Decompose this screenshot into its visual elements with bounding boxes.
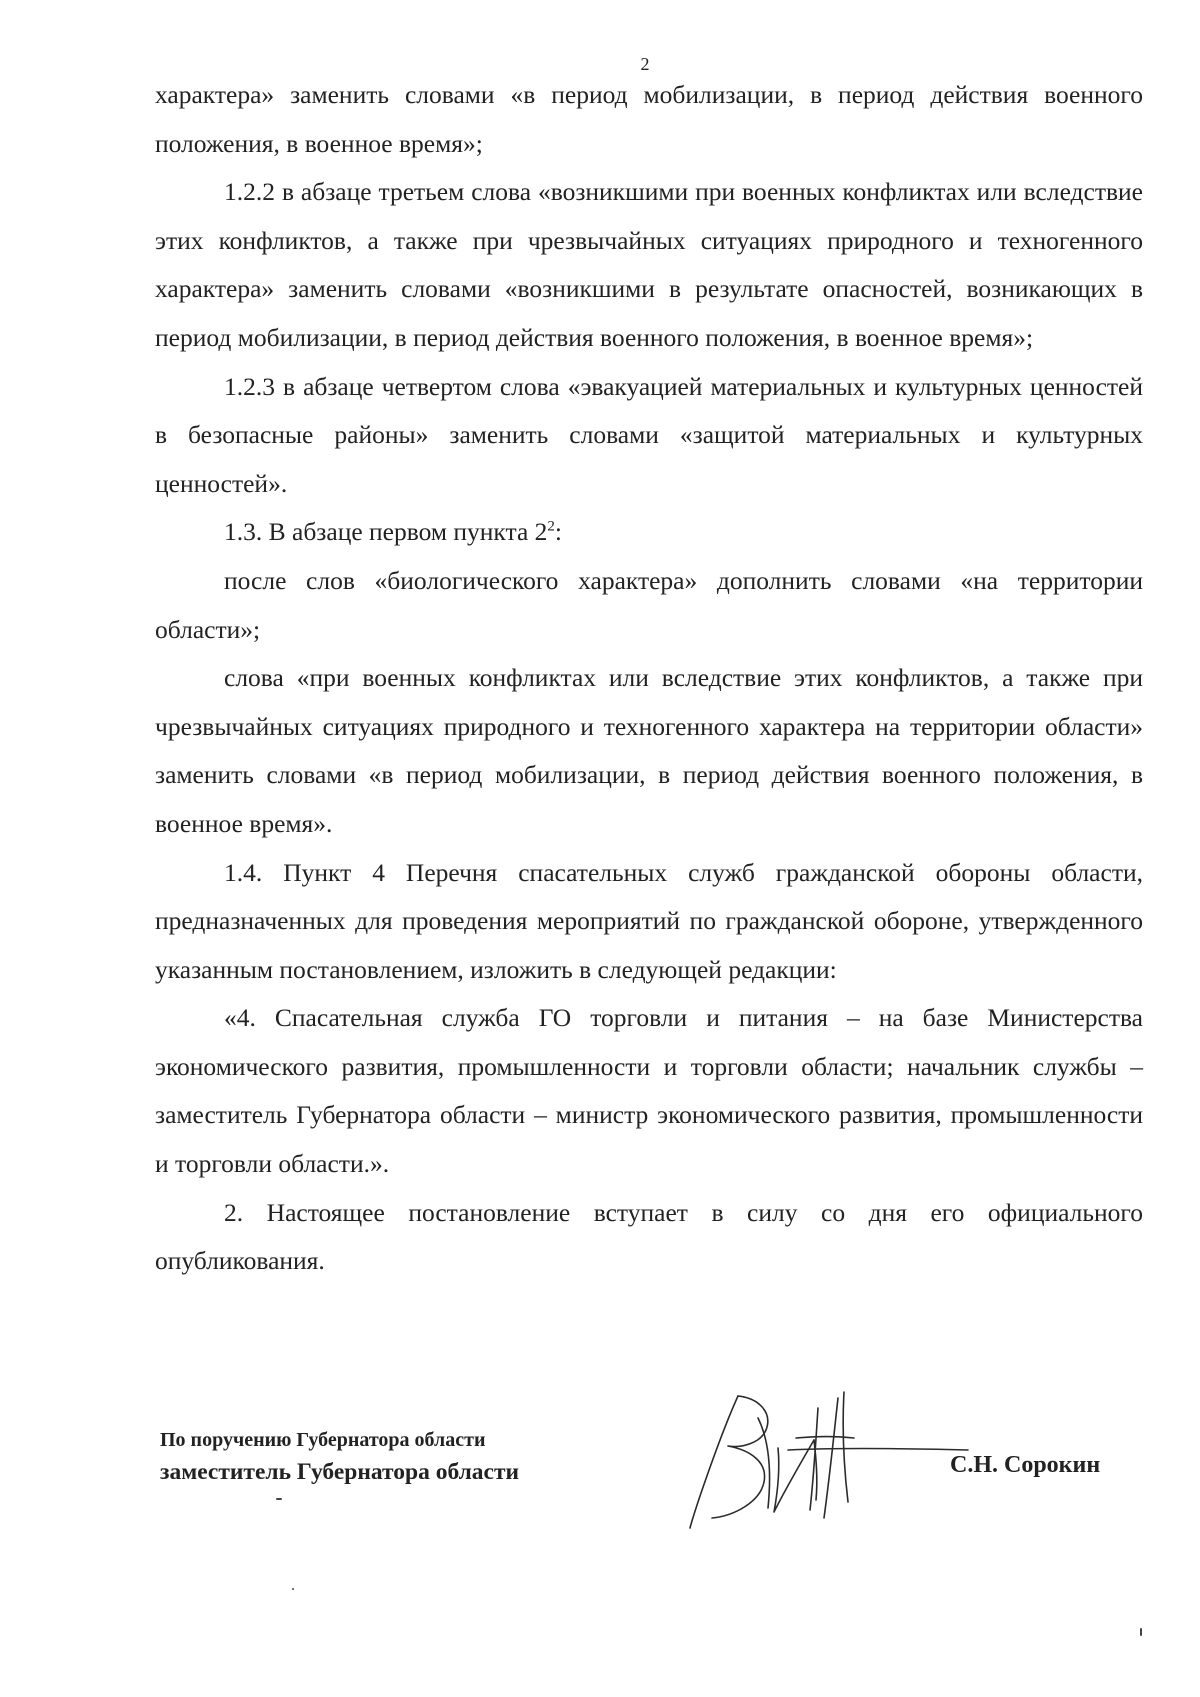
page-number: 2 bbox=[640, 54, 650, 74]
paragraph-1-3-suffix: : bbox=[554, 517, 562, 547]
document-body bbox=[155, 71, 1143, 1286]
paragraph-2: 2. Настоящее постановление вступает в силу со дня его официального опубликования. bbox=[155, 1197, 1143, 1276]
paragraph-1-4: 1.4. Пункт 4 Перечня спасательных служб гражданской обороны области, предназначенных для проведения мероприятий по гражданской обороне, утвержденного указанным постановлением, изложить в следующей редакции: bbox=[155, 857, 1143, 984]
signer-position bbox=[160, 1424, 519, 1488]
paragraph-1: характера» заменить словами «в период мобилизации, в период действия военного положения, в военное время»; bbox=[155, 80, 1143, 158]
signer-line-2: заместитель Губернатора области bbox=[160, 1459, 520, 1485]
superscript: 2 bbox=[547, 518, 555, 535]
signer-name: С.Н. Сорокин bbox=[950, 1452, 1101, 1478]
signature-block bbox=[160, 1424, 1140, 1534]
scan-speck bbox=[292, 1588, 294, 1590]
paragraph-after-words: после слов «биологического характера» дополнить словами «на территории области»; bbox=[155, 565, 1143, 644]
paragraph-1-2-2: 1.2.2 в абзаце третьем слова «возникшими при военных конфликтах или вследствие этих конфликтов, а также при чрезвычайных ситуациях природного и техногенного характера» заменить словами «возникшими в результате опасностей, возникающих в период мобилизации, в период действия военного положения, в военное время»; bbox=[155, 177, 1143, 352]
scan-speck bbox=[1140, 1628, 1142, 1636]
signer-line-1: По поручению Губернатора области bbox=[160, 1429, 486, 1451]
paragraph-1-3-text: 1.3. В абзаце первом пункта 2 bbox=[224, 517, 548, 547]
paragraph-1-2-3: 1.2.3 в абзаце четвертом слова «эвакуацией материальных и культурных ценностей в безопасные районы» заменить словами «защитой материальных и культурных ценностей». bbox=[155, 371, 1143, 498]
paragraph-1-3 bbox=[155, 508, 1143, 557]
paragraph-words-replace: слова «при военных конфликтах или вследствие этих конфликтов, а также при чрезвычайных ситуациях природного и техногенного характера на территории области» заменить словами «в период мобилизации, в период действия военного положения, в военное время». bbox=[155, 663, 1143, 838]
paragraph-quote-4: «4. Спасательная служба ГО торговли и питания – на базе Министерства экономического развития, промышленности и торговли области; начальник службы – заместитель Губернатора области – министр экономического развития, промышленности и торговли области.». bbox=[155, 1003, 1143, 1179]
scan-speck bbox=[276, 1498, 282, 1500]
